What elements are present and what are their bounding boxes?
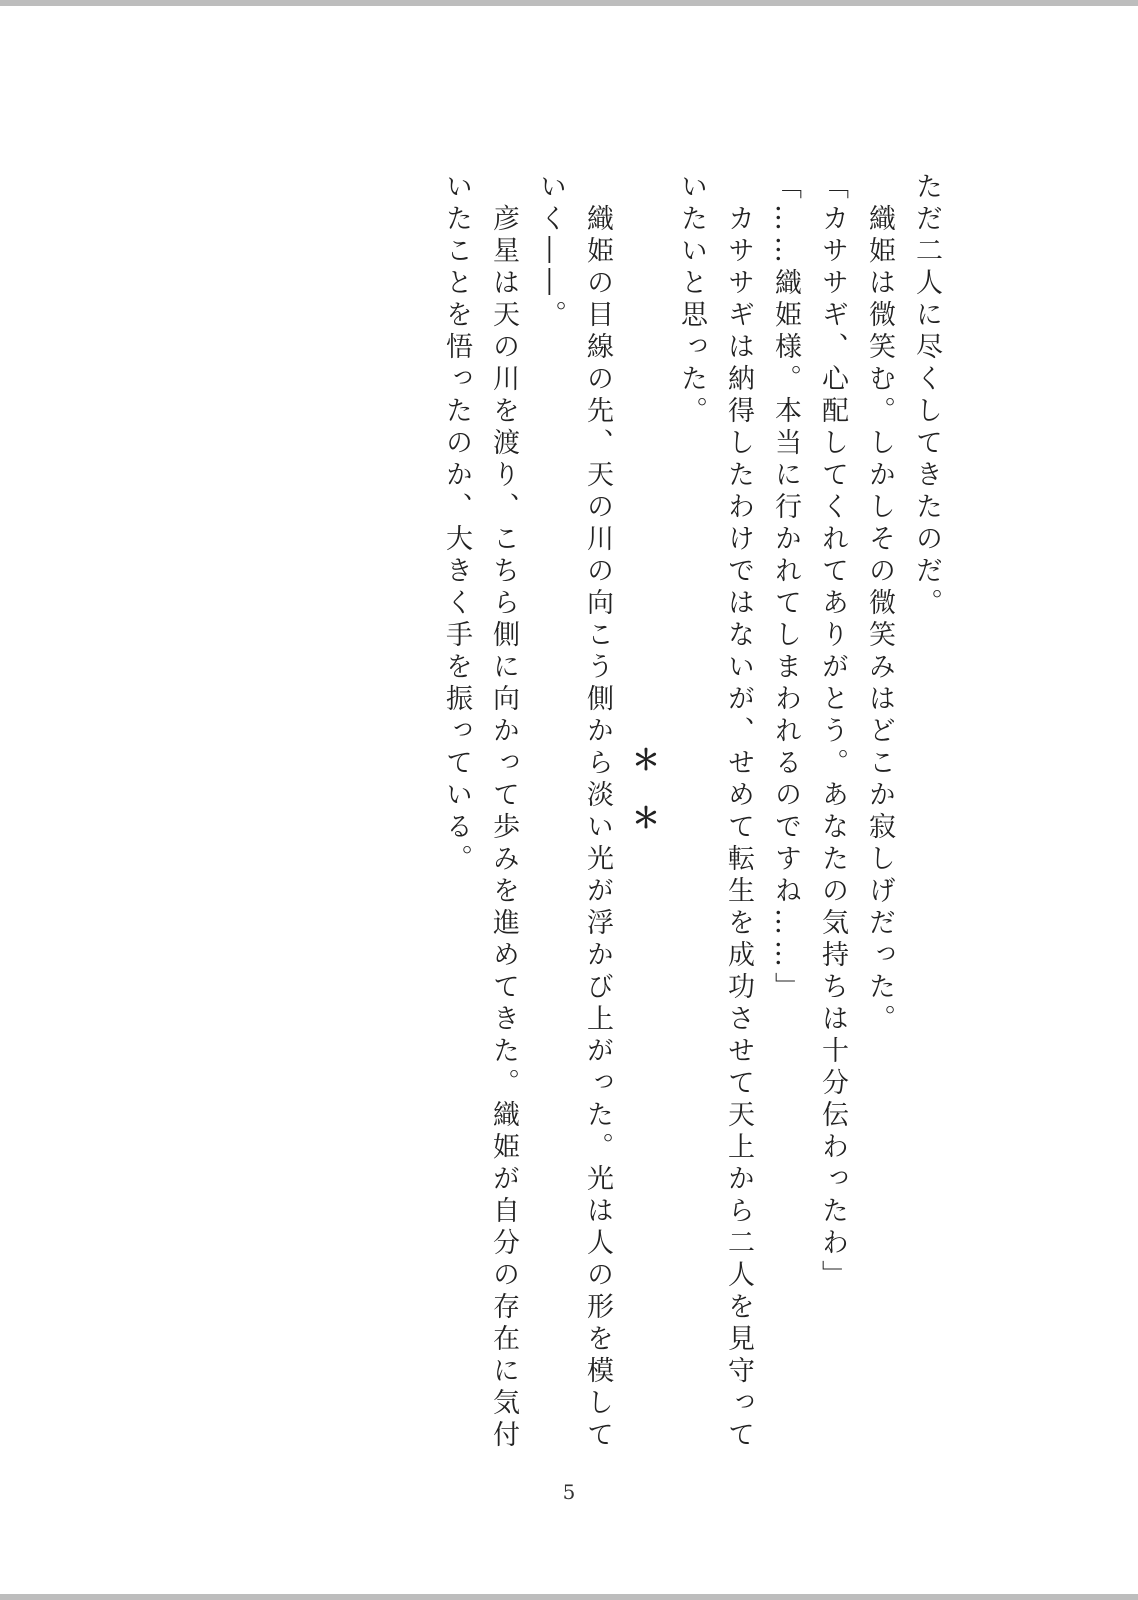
- text-line: いく――。: [535, 172, 566, 332]
- text-line: 彦星は天の川を渡り、こちら側に向かって歩みを進めてきた。織姫が自分の存在に気付: [488, 172, 519, 1452]
- text-line: 「カササギ、心配してくれてありがとう。あなたの気持ちは十分伝わったわ」: [817, 172, 848, 1292]
- text-line: 「……織姫様。本当に行かれてしまわれるのですね……」: [770, 172, 801, 1004]
- text-line: いたことを悟ったのか、大きく手を振っている。: [441, 172, 472, 876]
- top-border: [0, 0, 1138, 6]
- scene-break: ＊＊: [628, 745, 661, 861]
- text-line: 織姫の目線の先、天の川の向こう側から淡い光が浮かび上がった。光は人の形を模して: [582, 172, 613, 1452]
- text-line: カササギは納得したわけではないが、せめて転生を成功させて天上から二人を見守って: [723, 172, 754, 1452]
- text-line: 織姫は微笑む。しかしその微笑みはどこか寂しげだった。: [864, 172, 895, 1036]
- page-number: 5: [562, 1480, 576, 1504]
- bottom-border: [0, 1594, 1138, 1600]
- vertical-text-body: [433, 172, 950, 1452]
- text-line: いたいと思った。: [676, 172, 707, 428]
- text-line: ただ二人に尽くしてきたのだ。: [911, 172, 942, 620]
